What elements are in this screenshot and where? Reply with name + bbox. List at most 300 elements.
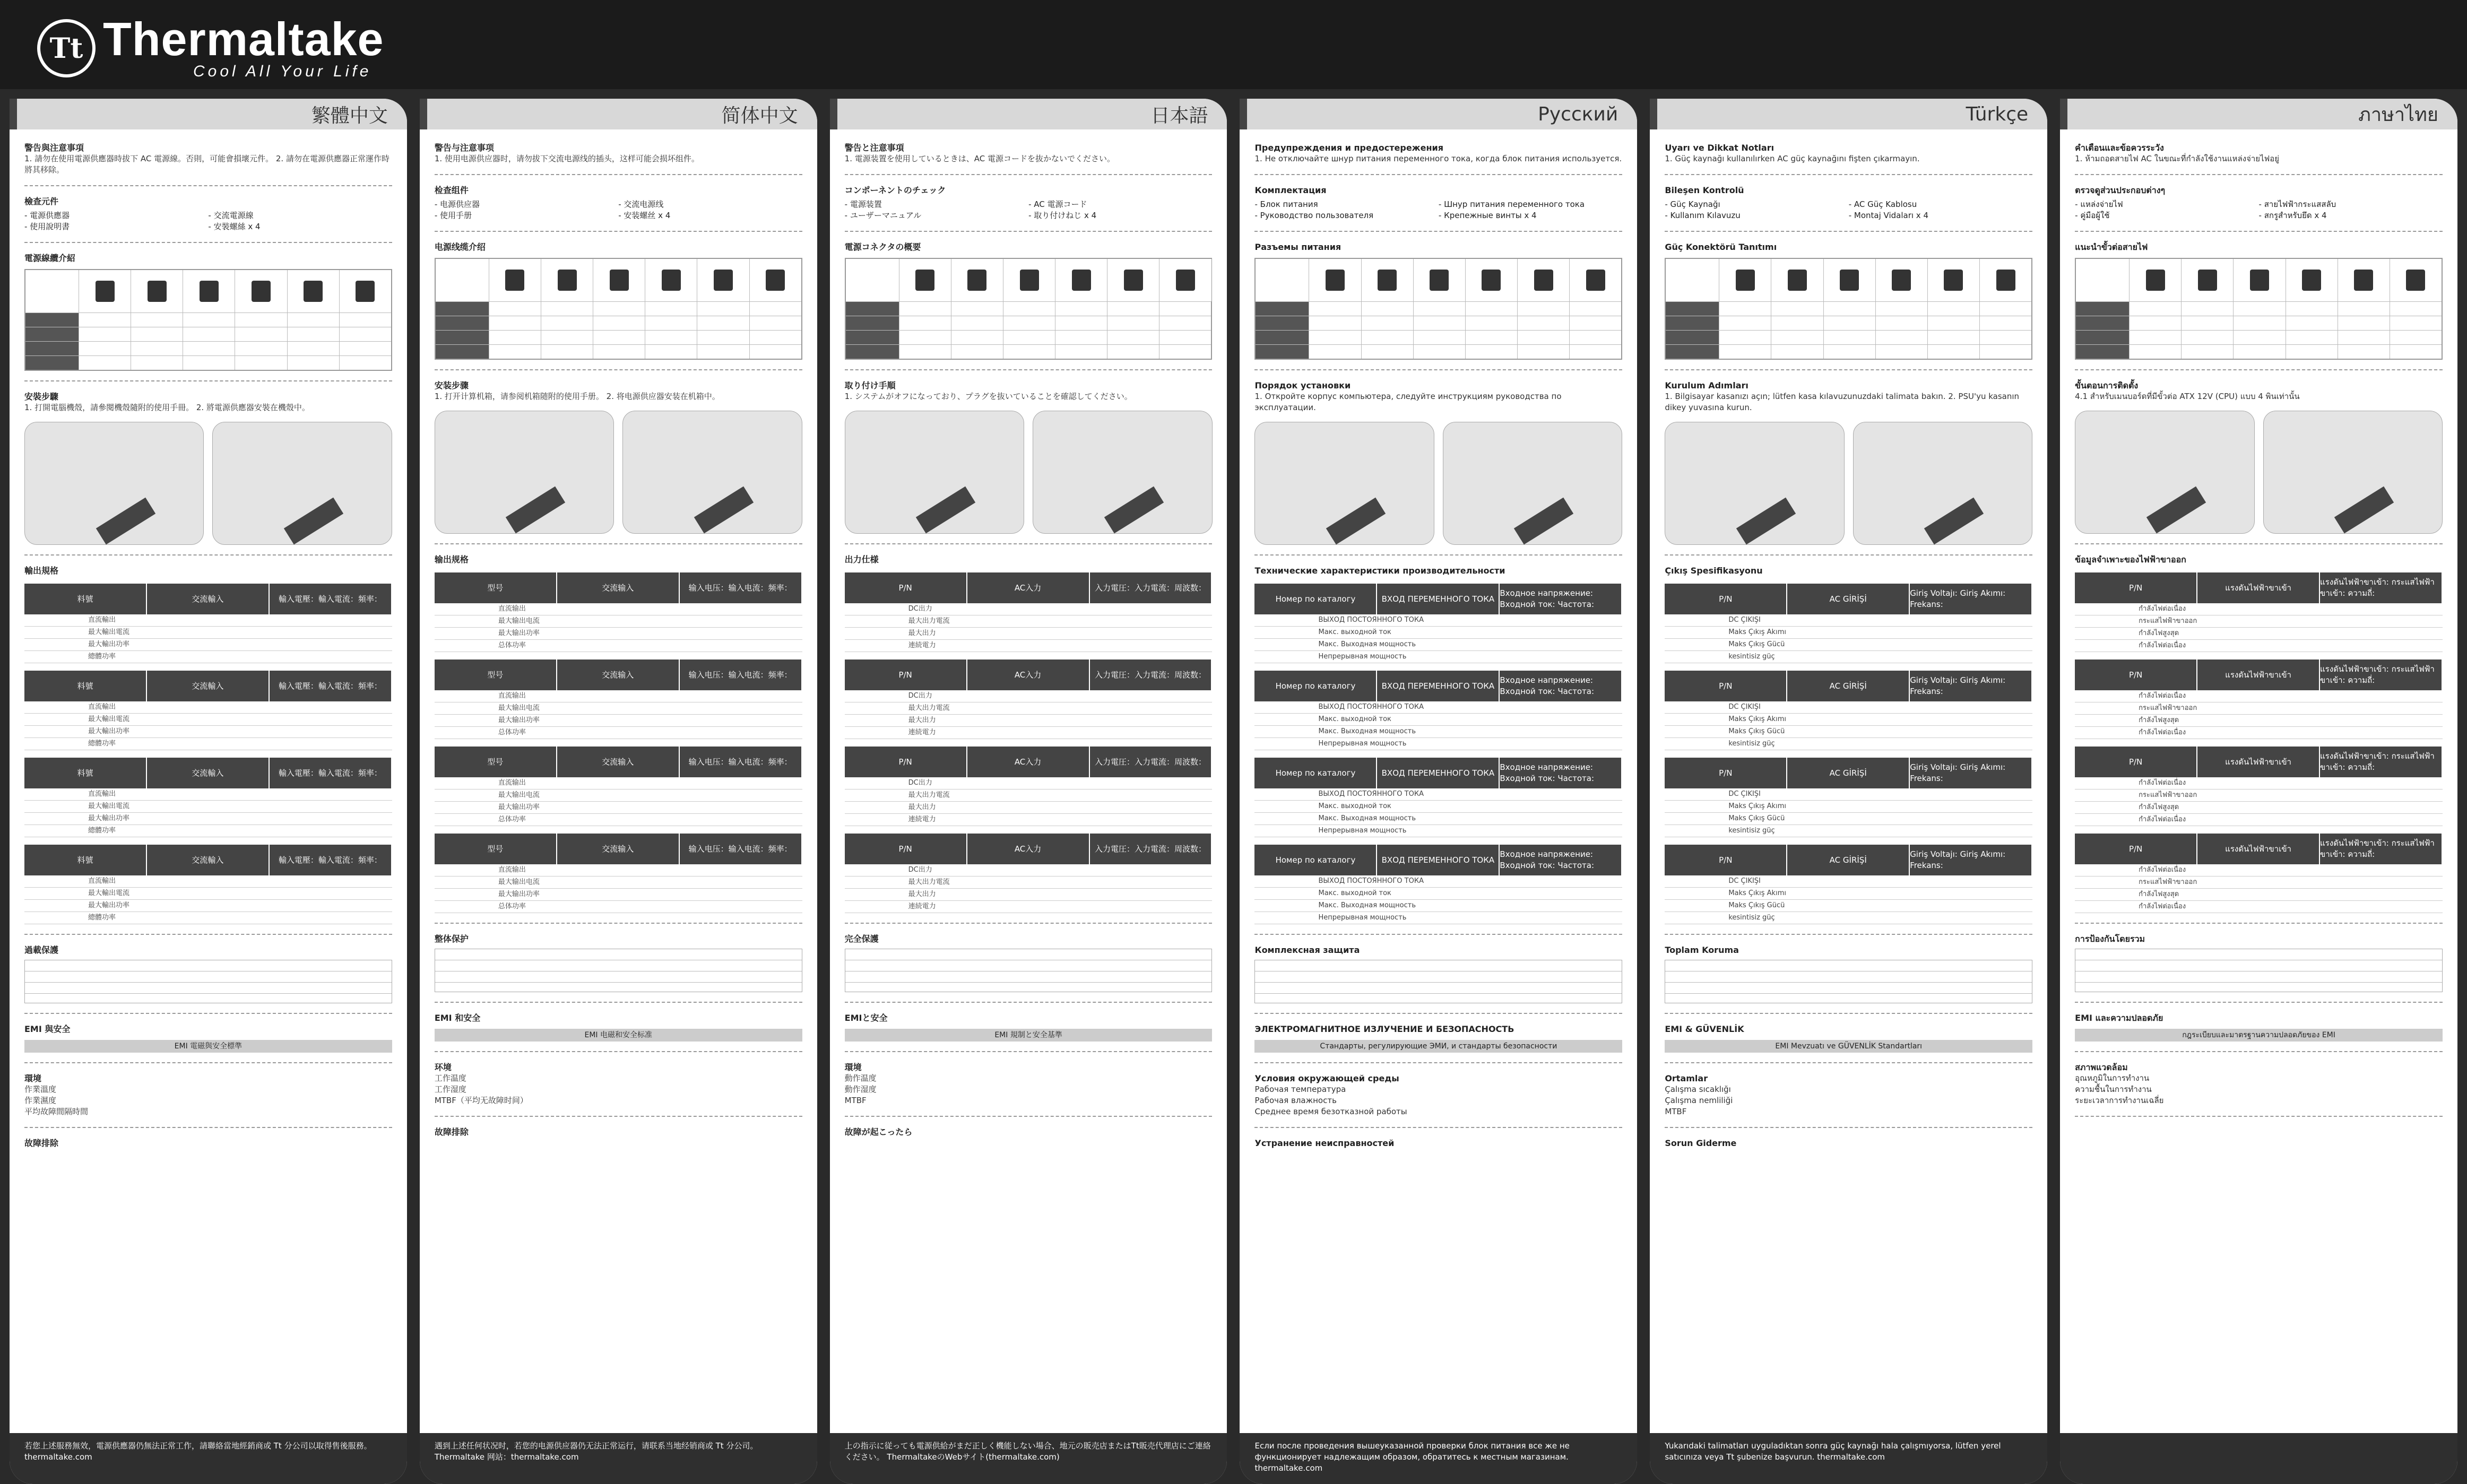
connector-cell (339, 327, 391, 341)
spec-table (1665, 845, 2032, 924)
spec-rows (435, 690, 802, 739)
environment-item: 作業溫度 (24, 1084, 57, 1094)
connector-cell (1927, 345, 1979, 359)
brand-logo (37, 13, 384, 81)
connector-column (2181, 259, 2233, 301)
section-divider (1665, 1013, 2032, 1014)
install-figures (2075, 411, 2443, 534)
spec-table (435, 834, 802, 913)
connector-plug-icon (1840, 270, 1859, 291)
install-figure (1853, 422, 2032, 545)
section-divider (2075, 1116, 2443, 1117)
panel-footer: Если после проведения вышеуказанной проверки блок питания все же не функционирует надлежащим образом, обратитесь к местным магазинам. thermaltake.com (1240, 1433, 1637, 1484)
connector-plug-icon (1482, 270, 1501, 291)
connector-cell (131, 342, 183, 355)
spec-row-label: DC ÇIKIŞI (1665, 875, 2032, 888)
arrow-icon (916, 487, 975, 534)
spec-row-label: Макс. Выходная мощность (1254, 726, 1622, 738)
spec-row-label: Maks Çıkış Gücü (1665, 726, 2032, 738)
spec-row-label: 最大輸出功率 (24, 813, 392, 825)
section-divider (1665, 369, 2032, 370)
check-components-heading: Bileşen Kontrolü (1665, 185, 1744, 195)
spec-row-label: กำลังไฟสูงสุด (2075, 889, 2443, 901)
spec-head-row (1254, 584, 1622, 614)
spec-table (845, 659, 1213, 739)
connector-cell (1569, 316, 1621, 330)
spec-row-label: 直流输出 (435, 603, 802, 615)
connector-cell (79, 313, 131, 327)
spec-head-cell: 型号 (435, 747, 557, 777)
connector-column (1361, 259, 1413, 301)
connector-plug-icon (610, 270, 629, 291)
spec-head-cell: ВХОД ПЕРЕМЕННОГО ТОКА (1377, 845, 1500, 875)
arrow-icon (1326, 498, 1386, 545)
spec-head-row (24, 845, 392, 875)
language-panel (420, 99, 817, 1484)
connector-cell (131, 313, 183, 327)
section-divider (435, 231, 802, 232)
connector-column (131, 270, 183, 313)
components-list (2075, 199, 2443, 221)
spec-rows (1254, 875, 1622, 924)
connector-plug-icon (1944, 270, 1963, 291)
connector-plug-icon (2354, 270, 2373, 291)
spec-table (24, 671, 392, 750)
troubleshooting-heading: Sorun Giderme (1665, 1138, 1737, 1148)
install-figure (1665, 422, 1844, 545)
protection-heading: 完全保護 (844, 934, 879, 944)
spec-head-cell: 输入电压：输入电流：频率： (680, 572, 802, 603)
connector-cell (541, 316, 593, 330)
connector-header-corner (846, 259, 899, 301)
connector-column (1003, 259, 1055, 301)
connector-plug-icon (1072, 270, 1091, 291)
section-divider (845, 1002, 1213, 1003)
components-list (1254, 199, 1622, 221)
spec-head-row (845, 834, 1213, 864)
spec-rows (1665, 875, 2032, 924)
connector-column (2286, 259, 2338, 301)
spec-row-label: ВЫХОД ПОСТОЯННОГО ТОКА (1254, 875, 1622, 888)
section-divider (24, 1062, 392, 1063)
connector-row (436, 330, 801, 344)
connector-column (2390, 259, 2442, 301)
connector-column (1413, 259, 1465, 301)
connector-plug-icon (148, 281, 167, 302)
connector-cell (1003, 345, 1055, 359)
spec-row-label: 总体功率 (435, 640, 802, 652)
spec-rows (1665, 701, 2032, 750)
connector-cell (1666, 331, 1719, 344)
spec-table (1665, 758, 2032, 837)
connector-header-row (1256, 259, 1621, 301)
protection-heading: การป้องกันโดยรวม (2075, 934, 2145, 944)
spec-head-cell: AC GİRİŞİ (1787, 584, 1910, 614)
connector-cell (1413, 316, 1465, 330)
connector-header-row (25, 270, 391, 313)
connector-cell (951, 331, 1003, 344)
spec-head-cell: 入力電圧：入力電流：周波数： (1090, 834, 1213, 864)
component-item: - 安裝螺絲 x 4 (208, 222, 261, 231)
connector-cell (899, 302, 951, 316)
spec-heading: Çıkış Spesifikasyonu (1665, 566, 1763, 576)
spec-head-row (435, 834, 802, 864)
install-figures (1665, 422, 2032, 545)
connector-plug-icon (1996, 270, 2015, 291)
component-item: - คู่มือผู้ใช้ (2075, 211, 2110, 220)
arrow-icon (96, 498, 155, 545)
connector-cell (183, 342, 235, 355)
connector-cell (2338, 331, 2390, 344)
panel-footer: 遇到上述任何状况时，若您的电源供应器仍无法正常运行，请联系当地经销商或 Tt 分公司。 Thermaltake 网站：thermaltake.com (420, 1433, 817, 1484)
connector-cell (79, 356, 131, 370)
section-divider (1665, 231, 2032, 232)
spec-head-row (845, 747, 1213, 777)
panel-title: Türkçe (1650, 99, 2047, 129)
connector-plug-icon (356, 281, 375, 302)
environment-item: 動作温度 (844, 1073, 877, 1083)
spec-rows (845, 864, 1213, 913)
language-panel (1240, 99, 1637, 1484)
connector-cell (1569, 331, 1621, 344)
connector-cell (2076, 331, 2129, 344)
connector-plug-icon (1892, 270, 1911, 291)
connector-row (436, 344, 801, 359)
spec-head-cell: แรงดันไฟฟ้าขาเข้า (2197, 572, 2320, 603)
install-figures (845, 411, 1213, 534)
connector-row (1256, 344, 1621, 359)
spec-row-label: Maks Çıkış Gücü (1665, 900, 2032, 912)
connector-cell (2286, 316, 2338, 330)
connector-cell (339, 342, 391, 355)
spec-heading: ข้อมูลจำเพาะของไฟฟ้าขาออก (2075, 554, 2186, 565)
connector-plug-icon (1736, 270, 1755, 291)
connector-cell (1256, 302, 1309, 316)
connector-cell (1927, 331, 1979, 344)
emi-heading: EMI & GÜVENLİK (1665, 1024, 1744, 1034)
warning-text: 1. 請勿在使用電源供應器時拔下 AC 電源線。否則，可能會損壞元件。 2. 請勿在電源供應器正常運作時將其移除。 (24, 154, 389, 175)
spec-row-label: kesintisiz güç (1665, 825, 2032, 837)
connector-cell (183, 313, 235, 327)
spec-head-cell: 料號 (24, 845, 147, 875)
install-heading: Порядок установки (1254, 380, 1351, 390)
connector-cell (436, 316, 489, 330)
connector-cell (2129, 316, 2181, 330)
brand-header (0, 0, 2467, 89)
spec-row-label: กำลังไฟต่อเนื่อง (2075, 864, 2443, 876)
connector-row (1666, 344, 2031, 359)
component-item: - สายไฟฟ้ากระแสสลับ (2258, 199, 2336, 209)
spec-head-cell: P/N (2075, 572, 2197, 603)
spec-heading: 出力仕様 (844, 554, 879, 565)
connector-cell (1927, 302, 1979, 316)
spec-head-cell: Входное напряжение: Входной ток: Частота: (1500, 671, 1622, 701)
connector-cell (1875, 345, 1927, 359)
connector-cell (2181, 302, 2233, 316)
panel-title: ภาษาไทย (2060, 99, 2457, 129)
warning-text: 1. ห้ามถอดสายไฟ AC ในขณะที่กำลังใช้งานแหล่งจ่ายไฟอยู่ (2075, 154, 2280, 163)
connector-column (339, 270, 391, 313)
connector-column (1719, 259, 1771, 301)
environment-heading: สภาพแวดล้อม (2075, 1062, 2128, 1072)
spec-row-label: 直流輸出 (24, 614, 392, 627)
connector-cell (1979, 331, 2031, 344)
language-panel (830, 99, 1227, 1484)
install-heading: 安装步骤 (434, 380, 469, 390)
warning-heading: คำเตือนและข้อควรระวัง (2075, 143, 2164, 153)
arrow-icon (1736, 498, 1796, 545)
connector-cell (846, 302, 899, 316)
spec-head-row (435, 572, 802, 603)
connector-cell (2233, 316, 2285, 330)
environment-item: MTBF (1665, 1107, 1687, 1116)
install-figure (2075, 411, 2254, 534)
spec-table (435, 659, 802, 739)
component-item: - แหล่งจ่ายไฟ (2075, 199, 2123, 209)
connector-cell (899, 331, 951, 344)
connector-cell (2286, 302, 2338, 316)
title-accent-bar (10, 99, 17, 129)
connector-cell (25, 342, 79, 355)
section-divider (435, 369, 802, 370)
connector-cell (1875, 316, 1927, 330)
spec-row-label: กำลังไฟต่อเนื่อง (2075, 727, 2443, 739)
component-item: - 安装螺丝 x 4 (618, 211, 671, 220)
section-divider (2075, 543, 2443, 544)
spec-table (24, 845, 392, 924)
spec-head-cell: Giriş Voltajı: Giriş Akımı: Frekans: (1910, 671, 2032, 701)
connector-plug-icon (96, 281, 115, 302)
protection-table (1665, 960, 2032, 1003)
spec-head-cell: แรงดันไฟฟ้าขาเข้า: กระแสไฟฟ้าขาเข้า: ความถี่: (2320, 572, 2443, 603)
connector-cell (2076, 316, 2129, 330)
spec-table (845, 747, 1213, 826)
spec-row-label: 直流輸出 (24, 875, 392, 888)
connector-cell (2076, 302, 2129, 316)
connector-column (1875, 259, 1927, 301)
components-list (435, 199, 802, 221)
spec-head-cell: 輸入電壓：輸入電流：頻率： (270, 671, 392, 701)
connector-cell (1309, 302, 1361, 316)
connector-cell (1875, 302, 1927, 316)
connector-cell (645, 316, 697, 330)
troubleshooting-heading: 故障が起こったら (844, 1127, 913, 1137)
connector-cell (1159, 331, 1211, 344)
connector-row (1666, 301, 2031, 316)
spec-head-cell: ВХОД ПЕРЕМЕННОГО ТОКА (1377, 671, 1500, 701)
brand-tagline: Cool All Your Life (193, 63, 372, 80)
component-item: - สกรูสำหรับยึด x 4 (2258, 211, 2327, 220)
spec-row-label: 總體功率 (24, 825, 392, 837)
section-divider (1254, 554, 1622, 556)
spec-row-label: 最大輸出電流 (24, 801, 392, 813)
connector-cell (436, 302, 489, 316)
environment-heading: Условия окружающей среды (1254, 1073, 1399, 1083)
spec-row-label: 最大輸出電流 (24, 714, 392, 726)
component-item: - Шнур питания переменного тока (1438, 199, 1585, 209)
connector-header-corner (1666, 259, 1719, 301)
spec-row-label: DC ÇIKIŞI (1665, 614, 2032, 627)
spec-row-label: Макс. Выходная мощность (1254, 639, 1622, 651)
spec-row-label: 最大输出电流 (435, 876, 802, 889)
install-heading: Kurulum Adımları (1665, 380, 1748, 390)
spec-head-cell: แรงดันไฟฟ้าขาเข้า: กระแสไฟฟ้าขาเข้า: ความถี่: (2320, 659, 2443, 690)
connector-cell (2338, 302, 2390, 316)
component-item: - Крепежные винты x 4 (1438, 211, 1537, 220)
connector-cell (489, 331, 541, 344)
component-item: - 电源供应器 (434, 199, 480, 209)
install-figure (2263, 411, 2443, 534)
connector-cell (79, 342, 131, 355)
connector-row (1256, 330, 1621, 344)
spec-head-cell: 输入电压：输入电流：频率： (680, 659, 802, 690)
connector-cell (1309, 316, 1361, 330)
spec-head-row (1665, 845, 2032, 875)
install-figure (212, 422, 392, 545)
connector-column (1517, 259, 1569, 301)
spec-table (1665, 671, 2032, 750)
connector-row (436, 316, 801, 330)
connector-column (79, 270, 131, 313)
connector-cell (339, 313, 391, 327)
spec-head-cell: P/N (2075, 659, 2197, 690)
protection-heading: Toplam Koruma (1665, 945, 1739, 955)
spec-head-cell: แรงดันไฟฟ้าขาเข้า: กระแสไฟฟ้าขาเข้า: ความถี่: (2320, 834, 2443, 864)
spec-head-cell: 输入电压：输入电流：频率： (680, 834, 802, 864)
spec-row-label: 最大出力電流 (845, 876, 1213, 889)
spec-head-cell: P/N (2075, 747, 2197, 777)
connector-cell (593, 302, 645, 316)
connector-table (2075, 258, 2443, 360)
spec-row-label: 最大輸出功率 (24, 726, 392, 738)
section-divider (845, 1116, 1213, 1117)
spec-head-cell: 输入电压：输入电流：频率： (680, 747, 802, 777)
connector-cell (2390, 331, 2442, 344)
connector-column (235, 270, 287, 313)
connector-plug-icon (1176, 270, 1195, 291)
spec-row-label: 連続電力 (845, 814, 1213, 826)
spec-head-cell: 料號 (24, 758, 147, 788)
spec-head-cell: P/N (2075, 834, 2197, 864)
environment-item: MTBF (844, 1096, 867, 1105)
section-divider (2075, 231, 2443, 232)
connector-plug-icon (2302, 270, 2321, 291)
connector-cell (1107, 316, 1159, 330)
spec-head-row (2075, 572, 2443, 603)
connector-cell (1361, 302, 1413, 316)
connector-cell (1517, 331, 1569, 344)
connector-cell (1256, 331, 1309, 344)
arrow-icon (284, 498, 343, 545)
connector-heading: 電源コネクタの概要 (844, 242, 921, 252)
connector-cell (951, 302, 1003, 316)
spec-rows (24, 701, 392, 750)
emi-standard-bar: EMI 規制と安全基準 (845, 1029, 1213, 1042)
tt-logo-icon: Tt (37, 19, 96, 77)
warning-heading: Uyarı ve Dikkat Notları (1665, 143, 1774, 153)
spec-row-label: 总体功率 (435, 727, 802, 739)
protection-heading: 過載保護 (24, 945, 59, 955)
section-divider (435, 1116, 802, 1117)
connector-plug-icon (2250, 270, 2269, 291)
spec-head-cell: 型号 (435, 659, 557, 690)
section-divider (24, 185, 392, 186)
section-divider (1254, 174, 1622, 175)
connector-header-row (1666, 259, 2031, 301)
connector-cell (1517, 316, 1569, 330)
spec-table (1665, 584, 2032, 663)
panel-body (420, 129, 817, 1138)
environment-heading: 環境 (24, 1073, 42, 1083)
spec-row-label: กำลังไฟสูงสุด (2075, 628, 2443, 640)
connector-cell (1979, 316, 2031, 330)
connector-table (845, 258, 1213, 360)
connector-cell (1719, 302, 1771, 316)
spec-head-cell: 入力電圧：入力電流：周波数： (1090, 659, 1213, 690)
spec-row-label: 最大輸出功率 (24, 900, 392, 912)
connector-cell (1055, 331, 1107, 344)
environment-item: 動作湿度 (844, 1084, 877, 1094)
spec-head-cell: 交流输入 (557, 747, 680, 777)
connector-cell (287, 342, 339, 355)
connector-column (1107, 259, 1159, 301)
connector-heading: 電源線纜介紹 (24, 253, 76, 263)
spec-head-row (1254, 671, 1622, 701)
spec-row-label: ВЫХОД ПОСТОЯННОГО ТОКА (1254, 701, 1622, 714)
spec-head-cell: 交流输入 (557, 572, 680, 603)
arrow-icon (506, 487, 565, 534)
connector-table (435, 258, 802, 360)
connector-row (25, 355, 391, 370)
install-text: 1. 打开计算机箱，请参阅机箱随附的使用手册。 2. 将电源供应器安装在机箱中。 (434, 392, 720, 401)
connector-cell (951, 316, 1003, 330)
spec-row-label: Макс. выходной ток (1254, 714, 1622, 726)
spec-head-row (2075, 659, 2443, 690)
spec-rows (1665, 614, 2032, 663)
connector-plug-icon (714, 270, 733, 291)
section-divider (1254, 1127, 1622, 1128)
panel-footer (2060, 1433, 2457, 1484)
connector-row (846, 344, 1211, 359)
spec-row-label: 連続電力 (845, 901, 1213, 913)
section-divider (1254, 369, 1622, 370)
spec-table (2075, 659, 2443, 739)
connector-column (697, 259, 749, 301)
install-text: 1. Bilgisayar kasanızı açın; lütfen kasa kılavuzunuzdaki talimata bakın. 2. PSU'yu kasanın dikey yuvasına kurun. (1665, 392, 2020, 412)
warning-heading: 警告與注意事項 (24, 143, 84, 153)
connector-cell (1413, 302, 1465, 316)
spec-head-row (845, 572, 1213, 603)
connector-column (1055, 259, 1107, 301)
emi-heading: EMI และความปลอดภัย (2075, 1013, 2163, 1023)
connector-cell (2338, 316, 2390, 330)
warning-text: 1. Не отключайте шнур питания переменного тока, когда блок питания используется. (1254, 154, 1622, 163)
connector-cell (749, 302, 801, 316)
connector-cell (1413, 345, 1465, 359)
spec-row-label: kesintisiz güç (1665, 651, 2032, 663)
spec-head-cell: แรงดันไฟฟ้าขาเข้า: กระแสไฟฟ้าขาเข้า: ความถี่: (2320, 747, 2443, 777)
connector-cell (1569, 345, 1621, 359)
emi-heading: EMI 與安全 (24, 1024, 71, 1034)
troubleshooting-heading: 故障排除 (24, 1138, 59, 1148)
connector-cell (287, 327, 339, 341)
spec-row-label: กำลังไฟต่อเนื่อง (2075, 603, 2443, 615)
spec-head-cell: Giriş Voltajı: Giriş Akımı: Frekans: (1910, 845, 2032, 875)
connector-cell (2390, 316, 2442, 330)
emi-standard-bar: EMI 电磁和安全标准 (435, 1029, 802, 1042)
connector-column (1823, 259, 1875, 301)
connector-cell (2390, 302, 2442, 316)
